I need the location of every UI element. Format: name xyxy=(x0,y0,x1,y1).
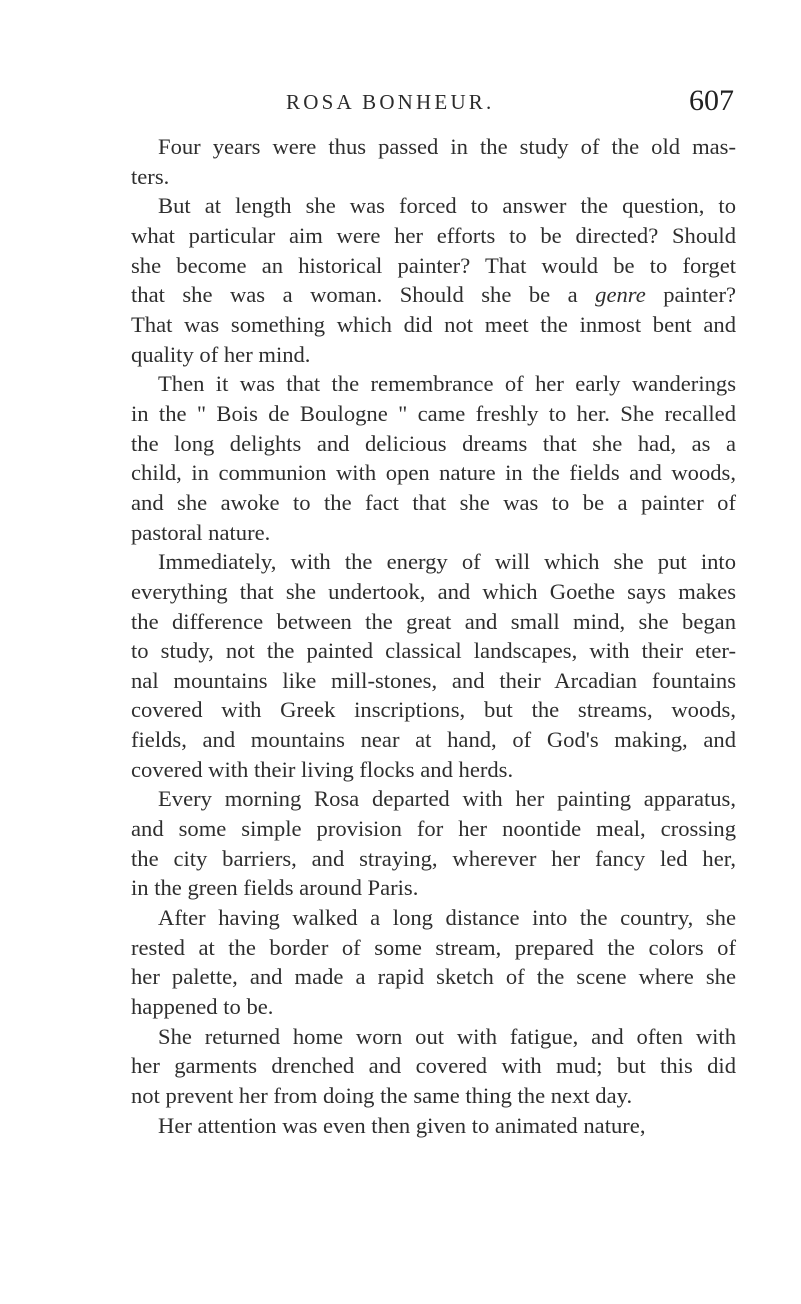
text-line: Her attention was even then given to animated nature, xyxy=(158,1112,646,1138)
paragraph xyxy=(104,369,736,547)
text-line: the long delights and delicious dreams that she had, as a xyxy=(131,430,736,456)
text-line: Every morning Rosa departed with her painting apparatus, xyxy=(158,786,736,812)
text-line: Immediately, with the energy of will which she put into xyxy=(158,549,736,575)
paragraph xyxy=(104,1022,736,1111)
body-text xyxy=(104,132,736,1140)
text-line: rested at the border of some stream, prepared the colors of xyxy=(131,934,736,960)
text-line: and she awoke to the fact that she was to be a painter of xyxy=(131,489,736,515)
text-line: ters. xyxy=(131,163,170,189)
text-line: happened to be. xyxy=(131,994,274,1020)
text-line: the difference between the great and small mind, she began xyxy=(131,608,736,634)
text-line: She returned home worn out with fatigue, and often with xyxy=(158,1023,736,1049)
text-line: everything that she undertook, and which Goethe says makes xyxy=(131,578,736,604)
text-line: the city barriers, and straying, wherever her fancy led her, xyxy=(131,845,736,871)
text-line: quality of her mind. xyxy=(131,341,311,367)
text-line: That was something which did not meet the inmost bent and xyxy=(131,311,736,337)
running-title: ROSA BONHEUR. xyxy=(286,90,495,114)
paragraph xyxy=(104,1111,736,1141)
text-line: to study, not the painted classical landscapes, with their eter- xyxy=(131,638,736,664)
running-head xyxy=(104,84,734,118)
text-line: she become an historical painter? That would be to forget xyxy=(131,252,736,278)
page-number: 607 xyxy=(689,84,734,117)
text-line: that she was a woman. Should she be a genre painter? xyxy=(131,282,737,308)
text-line: covered with their living flocks and herds. xyxy=(131,756,514,782)
paragraph xyxy=(104,903,736,1022)
text-line: her garments drenched and covered with mud; but this did xyxy=(131,1053,736,1079)
text-line: in the " Bois de Boulogne " came freshly to her. She recalled xyxy=(131,400,736,426)
text-line: Four years were thus passed in the study of the old mas- xyxy=(158,134,736,159)
text-line: not prevent her from doing the same thing the next day. xyxy=(131,1083,633,1108)
text-line: But at length she was forced to answer the question, to xyxy=(158,193,736,219)
text-line: child, in communion with open nature in the fields and woods, xyxy=(131,460,736,486)
text-line: and some simple provision for her noontide meal, crossing xyxy=(131,816,736,842)
paragraph xyxy=(104,784,736,903)
text-line: in the green fields around Paris. xyxy=(131,875,419,901)
paragraph xyxy=(104,132,736,191)
text-line: fields, and mountains near at hand, of God's making, and xyxy=(131,727,736,753)
text-line: Then it was that the remembrance of her early wanderings xyxy=(158,371,736,397)
italic-word: genre xyxy=(595,282,646,308)
paragraph xyxy=(104,191,736,369)
text-line: covered with Greek inscriptions, but the streams, woods, xyxy=(131,697,736,723)
text-line: After having walked a long distance into the country, she xyxy=(158,905,736,931)
text-line: pastoral nature. xyxy=(131,519,271,545)
text-line: her palette, and made a rapid sketch of the scene where she xyxy=(131,964,736,990)
paragraph xyxy=(104,547,736,784)
text-line: nal mountains like mill-stones, and their Arcadian fountains xyxy=(131,667,736,693)
text-line: what particular aim were her efforts to be directed? Should xyxy=(131,222,736,248)
